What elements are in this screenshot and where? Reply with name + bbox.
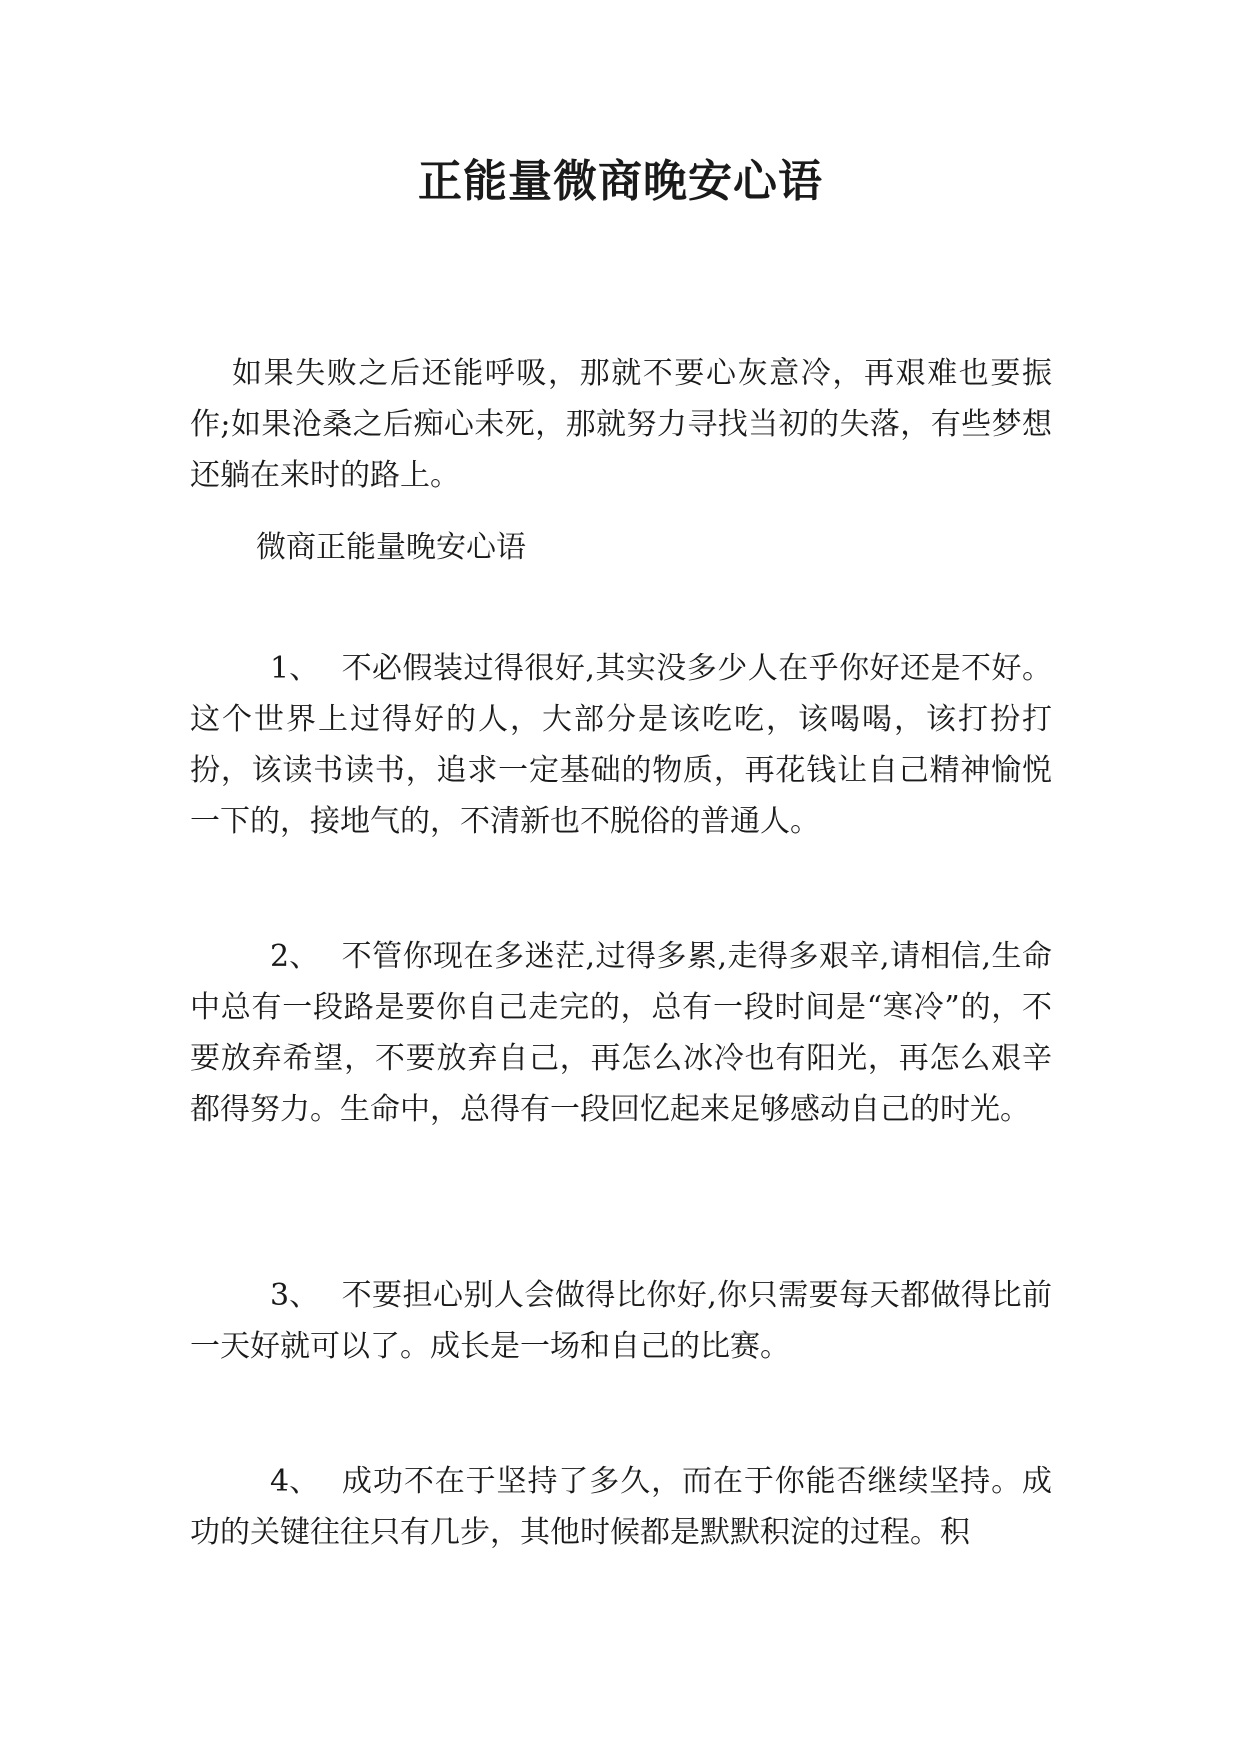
document-title: 正能量微商晚安心语 (418, 156, 823, 207)
section-subtitle: 微商正能量晚安心语 (256, 530, 526, 565)
item-text: 不必假装过得很好,其实没多少人在乎你好还是不好。这个世界上过得好的人，大部分是该吃吃，该喝喝，该打扮打扮，该读书读书，追求一定基础的物质，再花钱让自己精神愉悦一下的，接地气的，不清新也不脱俗的普通人。 (190, 651, 1052, 839)
list-item (190, 931, 1052, 1135)
intro-paragraph: 如果失败之后还能呼吸，那就不要心灰意冷，再艰难也要振作;如果沧桑之后痴心未死，那就努力寻找当初的失落，有些梦想还躺在来时的路上。 (190, 356, 1052, 493)
item-number: 4、 (270, 1464, 320, 1499)
item-number: 1、 (270, 651, 320, 686)
item-number: 2、 (270, 939, 320, 974)
item-text: 成功不在于坚持了多久，而在于你能否继续坚持。成功的关键往往只有几步，其他时候都是默默积淀的过程。积 (190, 1464, 1052, 1550)
item-number: 3、 (270, 1278, 320, 1313)
item-text: 不管你现在多迷茫,过得多累,走得多艰辛,请相信,生命中总有一段路是要你自己走完的，总有一段时间是“寒冷”的，不要放弃希望，不要放弃自己，再怎么冰冷也有阳光，再怎么艰辛都得努力。生命中，总得有一段回忆起来足够感动自己的时光。 (190, 939, 1052, 1127)
list-item (190, 1270, 1052, 1372)
item-text: 不要担心别人会做得比你好,你只需要每天都做得比前一天好就可以了。成长是一场和自己的比赛。 (190, 1278, 1052, 1364)
list-item (190, 1456, 1052, 1558)
list-item (190, 643, 1052, 847)
